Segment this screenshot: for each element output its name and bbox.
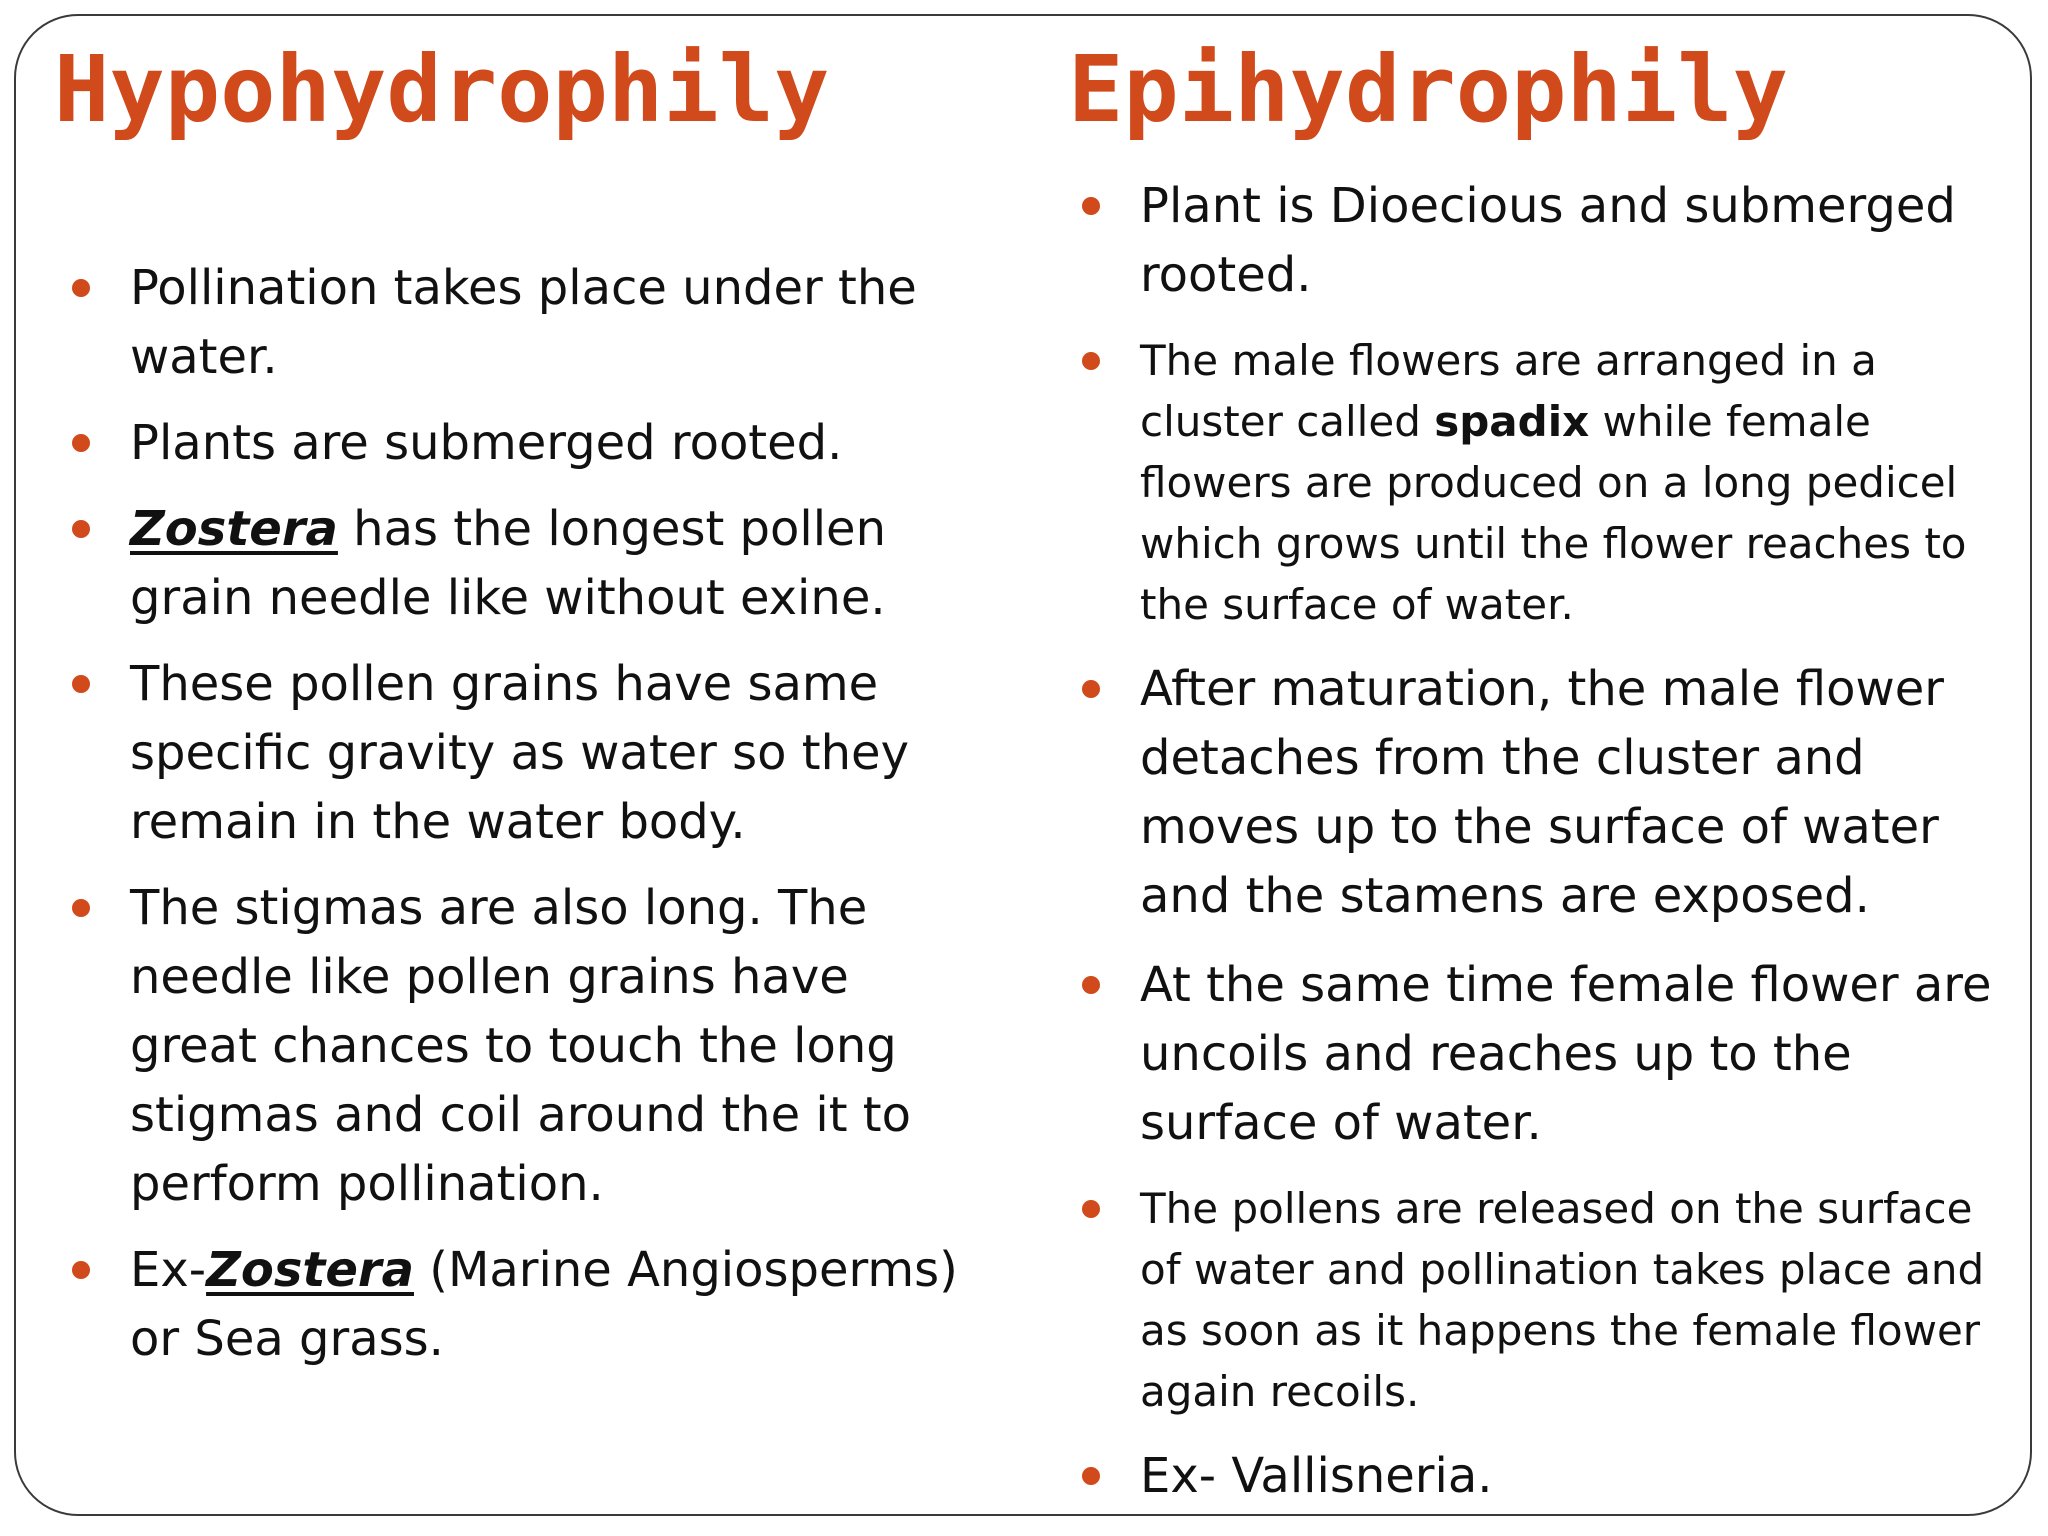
bullet-text: The stigmas are also long. The needle like pollen grains have great chances to touch the long stigmas and coil around the it to perform pollination.: [130, 880, 911, 1212]
list-item: [1070, 655, 2000, 931]
bullet-text: Ex- Vallisneria.: [1140, 1448, 1493, 1504]
bullet-icon: [72, 520, 90, 538]
list-item: [1070, 951, 2000, 1158]
bullet-icon: [1082, 680, 1100, 698]
bullet-icon: [72, 675, 90, 693]
hypohydrophily-list: [60, 254, 980, 1391]
list-item: [60, 254, 980, 392]
bullet-text: (Marine Angiosperms) or Sea grass.: [130, 1242, 958, 1367]
list-item: [60, 650, 980, 857]
bullet-icon: [1082, 352, 1100, 370]
example-prefix: Ex-: [130, 1242, 207, 1298]
bullet-icon: [1082, 1200, 1100, 1218]
bullet-icon: [1082, 197, 1100, 215]
epihydrophily-title: Epihydrophily: [1068, 36, 1789, 143]
bullet-text: Pollination takes place under the water.: [130, 260, 917, 385]
hypohydrophily-title: Hypohydrophily: [54, 36, 830, 143]
spadix-term: spadix: [1434, 397, 1590, 446]
bullet-text: Plants are submerged rooted.: [130, 415, 843, 471]
bullet-text: The pollens are released on the surface of water and pollination takes place and as soon as it happens the female flower again recoils.: [1140, 1184, 1985, 1416]
list-item: [60, 409, 980, 478]
bullet-icon: [72, 1261, 90, 1279]
bullet-text: At the same time female flower are uncoils and reaches up to the surface of water.: [1140, 957, 1992, 1151]
bullet-icon: [1082, 1467, 1100, 1485]
bullet-icon: [1082, 976, 1100, 994]
list-item: [60, 495, 980, 633]
bullet-text: while female flowers are produced on a long pedicel which grows until the flower reaches to the surface of water.: [1140, 397, 1967, 629]
bullet-text: has the longest pollen grain needle like without exine.: [130, 501, 886, 626]
list-item: [1070, 1442, 2000, 1511]
bullet-text: These pollen grains have same specific gravity as water so they remain in the water body.: [130, 656, 909, 850]
bullet-text: After maturation, the male flower detaches from the cluster and moves up to the surface of water and the stamens are exposed.: [1140, 661, 1944, 924]
list-item: [60, 1236, 980, 1374]
genus-name: Zostera: [130, 501, 338, 557]
epihydrophily-list: [1070, 172, 2000, 1531]
genus-name: Zostera: [206, 1242, 414, 1298]
list-item: [1070, 172, 2000, 310]
list-item: [60, 874, 980, 1219]
bullet-icon: [72, 279, 90, 297]
list-item: [1070, 1178, 2000, 1422]
bullet-text: Plant is Dioecious and submerged rooted.: [1140, 178, 1956, 303]
bullet-text: The male flowers are arranged in a cluster called: [1140, 336, 1877, 446]
bullet-icon: [72, 434, 90, 452]
bullet-icon: [72, 899, 90, 917]
list-item: [1070, 330, 2000, 635]
